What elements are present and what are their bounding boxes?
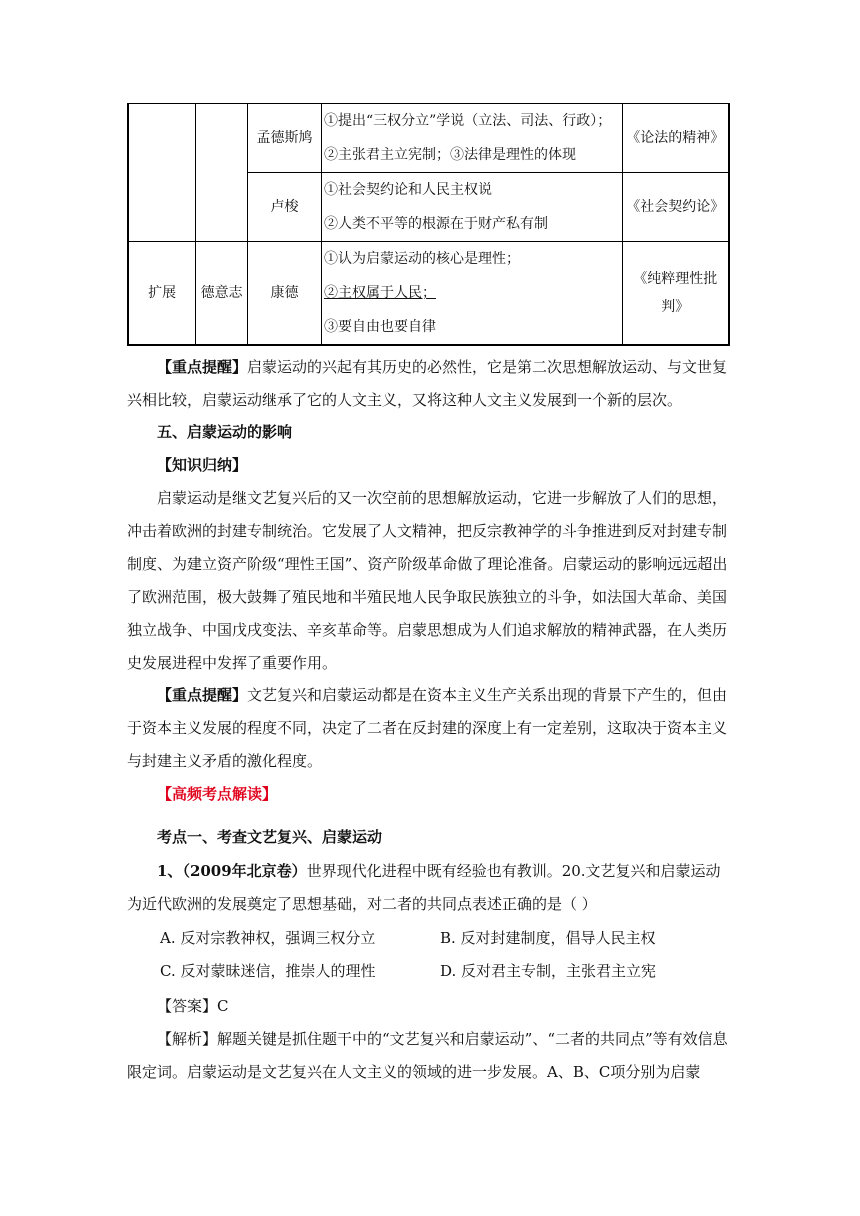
question-source: （2009年北京卷） — [182, 862, 307, 880]
point-title: 考点一、考查文艺复兴、启蒙运动 — [157, 828, 383, 846]
enlightenment-table — [127, 103, 730, 346]
idea-line: ②主张君主立宪制；③法律是理性的体现 — [323, 147, 576, 163]
table-cell-work: 《社会契约论》 — [622, 173, 729, 242]
idea-line: ①社会契约论和人民主权说 — [323, 182, 492, 198]
idea-line: ②人类不平等的根源在于财产私有制 — [323, 216, 548, 232]
table-cell-person: 卢梭 — [247, 173, 321, 242]
section-title: 五、启蒙运动的影响 — [157, 423, 293, 441]
table-cell-work — [622, 242, 729, 346]
key-note-label: 【重点提醒】 — [157, 686, 248, 704]
option-a: A. 反对宗教神权，强调三权分立 — [160, 929, 376, 947]
work-line: 《纯粹理性批 — [633, 271, 718, 287]
table-row — [128, 104, 729, 173]
table-cell-ideas — [321, 242, 622, 346]
idea-line: ②主权属于人民； — [323, 285, 436, 301]
table-cell-work: 《论法的精神》 — [622, 104, 729, 173]
question-text: 世界现代化进程中既有经验也有教训。20.文艺复兴和启蒙运动为近代欧洲的发展奠定了思想基础，对二者的共同点表述正确的是（ ） — [127, 862, 721, 913]
table-cell-person: 孟德斯鸠 — [247, 104, 321, 173]
key-note-text: 文艺复兴和启蒙运动都是在资本主义生产关系出现的背景下产生的，但由于资本主义发展的程度不同，决定了二者在反封建的深度上有一定差别，这取决于资本主义与封建主义矛盾的激化程度。 — [127, 686, 728, 770]
idea-line: ①提出“三权分立”学说（立法、司法、行政）； — [323, 113, 612, 129]
analysis: 【解析】解题关键是抓住题干中的“文艺复兴和启蒙运动”、“二者的共同点”等有效信息限定词。启蒙运动是文艺复兴在人文主义的领域的进一步发展。A、B、C项分别为启蒙 — [127, 1030, 728, 1081]
table-cell-empty — [128, 104, 196, 242]
table-cell-country: 德意志 — [196, 242, 248, 346]
idea-line: ③要自由也要自律 — [323, 319, 436, 335]
hot-topics-title: 【高频考点解读】 — [157, 785, 278, 803]
knowledge-text: 启蒙运动是继文艺复兴后的又一次空前的思想解放运动，它进一步解放了人们的思想，冲击着欧洲的封建专制统治。它发展了人文精神，把反宗教神学的斗争推进到反对封建专制制度、为建立资产阶级“理性王国”、资产阶级革命做了理论准备。启蒙运动的影响远远超出了欧洲范围，极大鼓舞了殖民地和半殖民地人民争取民族独立的斗争，如法国大革命、美国独立战争、中国戊戌变法、辛亥革命等。启蒙思想成为人们追求解放的精神武器，在人类历史发展进程中发挥了重要作用。 — [127, 489, 728, 672]
key-note-2 — [127, 679, 733, 778]
key-note-label: 【重点提醒】 — [157, 358, 248, 376]
work-line: 判》 — [661, 299, 690, 315]
table-cell-ideas — [321, 173, 622, 242]
answer: 【答案】C — [157, 997, 229, 1015]
question-number: 1、 — [157, 862, 183, 880]
table-row — [128, 242, 729, 346]
key-note-1 — [127, 351, 733, 417]
option-c: C. 反对蒙昧迷信，推崇人的理性 — [160, 962, 376, 980]
key-note-text: 启蒙运动的兴起有其历史的必然性，它是第二次思想解放运动、与文世复兴相比较，启蒙运动继承了它的人文主义，又将这种人文主义发展到一个新的层次。 — [127, 358, 728, 409]
question-1 — [127, 855, 733, 921]
idea-line: ①认为启蒙运动的核心是理性； — [323, 251, 520, 267]
knowledge-label: 【知识归纳】 — [157, 456, 248, 474]
option-d: D. 反对君主专制，主张君主立宪 — [440, 962, 657, 980]
table-cell-category: 扩展 — [128, 242, 196, 346]
table-cell-empty — [196, 104, 248, 242]
table-cell-ideas — [321, 104, 622, 173]
option-b: B. 反对封建制度，倡导人民主权 — [440, 929, 656, 947]
table-cell-person: 康德 — [247, 242, 321, 346]
